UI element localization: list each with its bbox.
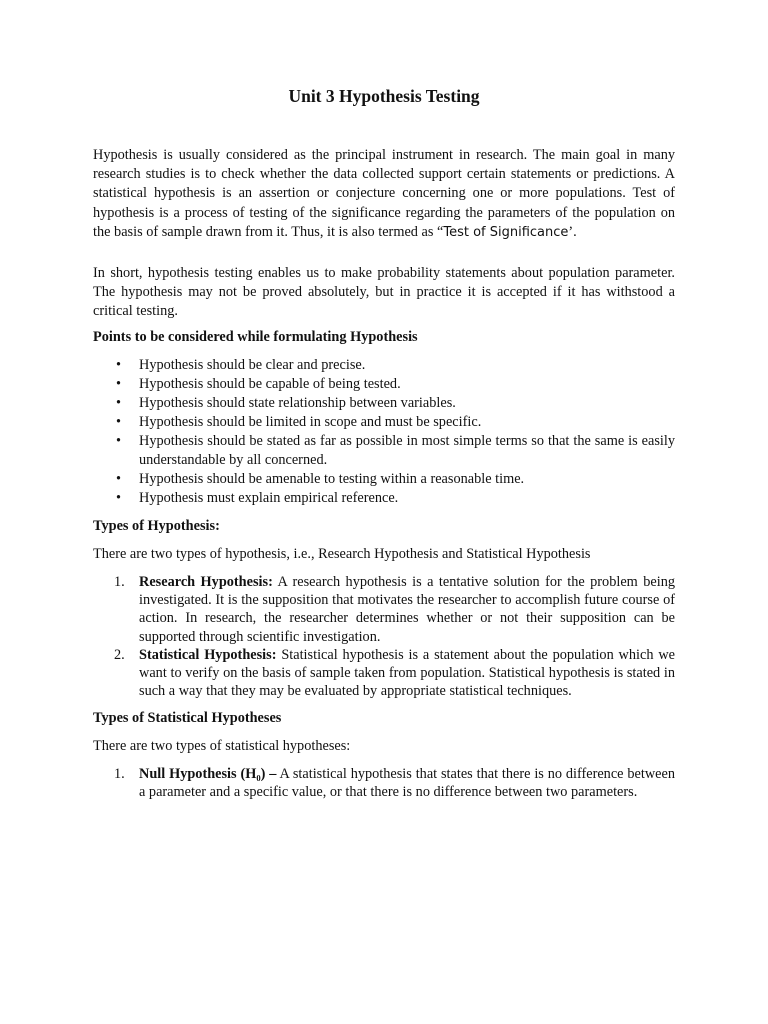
list-item	[93, 394, 675, 413]
list-item	[93, 432, 675, 470]
list-item	[93, 470, 675, 489]
points-heading: Points to be considered while formulating Hypothesis	[93, 329, 418, 345]
list-item	[93, 375, 675, 394]
bullet-icon: •	[116, 376, 122, 392]
intro-paragraph-end: ’.	[568, 223, 577, 240]
bullet-icon: •	[116, 433, 122, 449]
intro-paragraph	[93, 146, 675, 242]
bullet-icon: •	[116, 414, 122, 430]
list-item-text: Hypothesis should be stated as far as possible in most simple terms so that the same is easily understandable by all concerned.	[139, 433, 675, 468]
list-item-text: Statistical hypothesis is a statement about the population which we want to verify on the basis of sample taken from population. Statistical hypothesis is stated in such a way that they may be evaluated by appropriate statistical techniques.	[139, 646, 676, 700]
list-item-term: Null Hypothesis (H₀) –	[139, 766, 277, 782]
intro-paragraph-main: Hypothesis is usually considered as the principal instrument in research. The main goal in many research studies is to check whether the data collected support certain statements or predictions. A statistical hypothesis is an assertion or conjecture concerning one or more populations. Test of hypothesis is a process of testing of the significance regarding the parameters of the population on the basis of sample drawn from it. Thus, it is also termed as “	[93, 147, 675, 240]
list-item-text: Hypothesis should be capable of being tested.	[139, 376, 401, 392]
list-item-text: Hypothesis should be amenable to testing within a reasonable time.	[139, 471, 525, 487]
statistical-types-list	[93, 765, 675, 801]
list-item-text: Hypothesis should state relationship between variables.	[139, 395, 456, 411]
types-intro: There are two types of hypothesis, i.e., Research Hypothesis and Statistical Hypothesis	[93, 546, 591, 562]
intro-paragraph-term: Test of Significance	[443, 224, 569, 240]
bullet-icon: •	[116, 471, 122, 487]
list-number: 1.	[114, 766, 125, 782]
bullet-icon: •	[116, 357, 122, 373]
list-item	[93, 356, 675, 375]
list-item	[93, 573, 675, 646]
list-number: 1.	[114, 574, 125, 590]
points-list	[93, 356, 675, 508]
list-item	[93, 413, 675, 432]
list-item-text: A statistical hypothesis that states that there is no difference between a parameter and a specific value, or that there is no difference between two parameters.	[139, 766, 676, 801]
list-item-text: Hypothesis must explain empirical reference.	[139, 490, 399, 506]
stat-types-intro: There are two types of statistical hypotheses:	[93, 738, 351, 754]
list-item	[93, 765, 675, 801]
hypothesis-types-list	[93, 573, 675, 700]
second-paragraph: In short, hypothesis testing enables us to make probability statements about population parameter. The hypothesis may not be proved absolutely, but in practice it is accepted if it has withstood a critical testing.	[93, 265, 675, 320]
list-number: 2.	[114, 646, 125, 663]
list-item-text: Hypothesis should be limited in scope and must be specific.	[139, 414, 482, 430]
list-item	[93, 489, 675, 508]
list-item-term: Statistical Hypothesis:	[139, 646, 277, 663]
page-title: Unit 3 Hypothesis Testing	[288, 86, 480, 106]
list-item-text: Hypothesis should be clear and precise.	[139, 357, 366, 373]
list-item-term: Research Hypothesis:	[139, 574, 273, 590]
stat-types-heading: Types of Statistical Hypotheses	[93, 710, 282, 726]
list-item	[93, 646, 675, 701]
bullet-icon: •	[116, 490, 122, 506]
list-item-text: A research hypothesis is a tentative solution for the problem being investigated. It is the supposition that motivates the researcher to accomplish future course of action. In research, the researcher determines whether or not their supposition can be supported through scientific investigation.	[139, 574, 676, 645]
bullet-icon: •	[116, 395, 122, 411]
types-heading: Types of Hypothesis:	[93, 518, 220, 534]
